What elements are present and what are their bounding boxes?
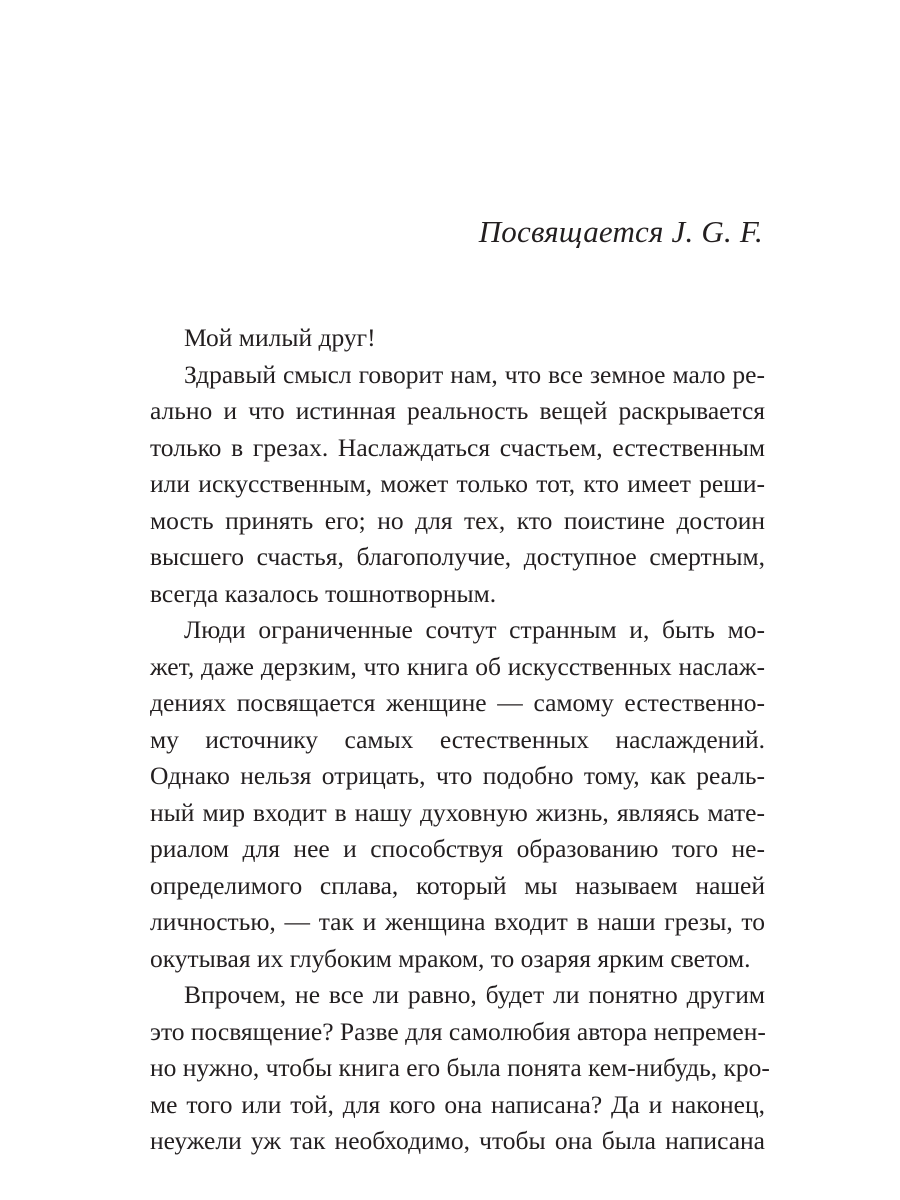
paragraph-greeting — [150, 320, 765, 357]
text-line: неужели уж так необходимо, чтобы она была написана — [150, 1126, 765, 1155]
paragraph-3 — [150, 977, 770, 1160]
text-line: мость принять его; но для тех, кто поистине достоин — [150, 505, 765, 535]
text-line: Однако нельзя отрицать, что подобно тому, как реаль- — [150, 761, 765, 790]
dedication-heading: Посвящается J. G. F. — [478, 214, 763, 249]
text-line: му источнику самых естественных наслаждений. — [150, 724, 765, 754]
text-line: определимого сплава, который мы называем нашей — [150, 870, 765, 900]
text-line: ально и что истинная реальность вещей раскрывается — [150, 396, 765, 425]
text-line: только в грезах. Наслаждаться счастьем, естественным — [150, 432, 765, 462]
letter-body — [150, 320, 770, 1160]
text-line: ме того или той, для кого она написана? Да и наконец, — [150, 1089, 765, 1119]
text-line: дениях посвящается женщине — самому естественно- — [150, 688, 765, 717]
text-line: или искусственным, может только тот, кто имеет реши- — [150, 469, 765, 498]
text-line: личностью, — так и женщина входит в наши грезы, то — [150, 907, 765, 936]
paragraph-2 — [150, 612, 765, 977]
text-line: ный мир входит в нашу духовную жизнь, являясь мате- — [150, 797, 765, 827]
text-line: жет, даже дерзким, что книга об искусственных наслаж- — [150, 651, 765, 681]
text-line: окутывая их глубоким мраком, то озаряя ярким светом. — [150, 943, 751, 973]
text-line: но нужно, чтобы книга его была понята кем-нибудь, кро- — [150, 1053, 770, 1082]
text-line: высшего счастья, благополучие, доступное смертным, — [150, 542, 765, 571]
text-line: Люди ограниченные сочтут странным и, быть мо- — [184, 615, 765, 644]
text-line: Мой милый друг! — [184, 323, 376, 352]
text-line: риалом для нее и способствуя образованию того не- — [150, 834, 765, 863]
text-line: это посвящение? Разве для самолюбия автора непремен- — [150, 1016, 766, 1046]
paragraph-1 — [150, 357, 765, 613]
text-line: Здравый смысл говорит нам, что все земное мало ре- — [184, 359, 765, 389]
text-line: Впрочем, не все ли равно, будет ли понятно другим — [184, 980, 765, 1009]
text-line: всегда казалось тошнотворным. — [150, 578, 497, 608]
